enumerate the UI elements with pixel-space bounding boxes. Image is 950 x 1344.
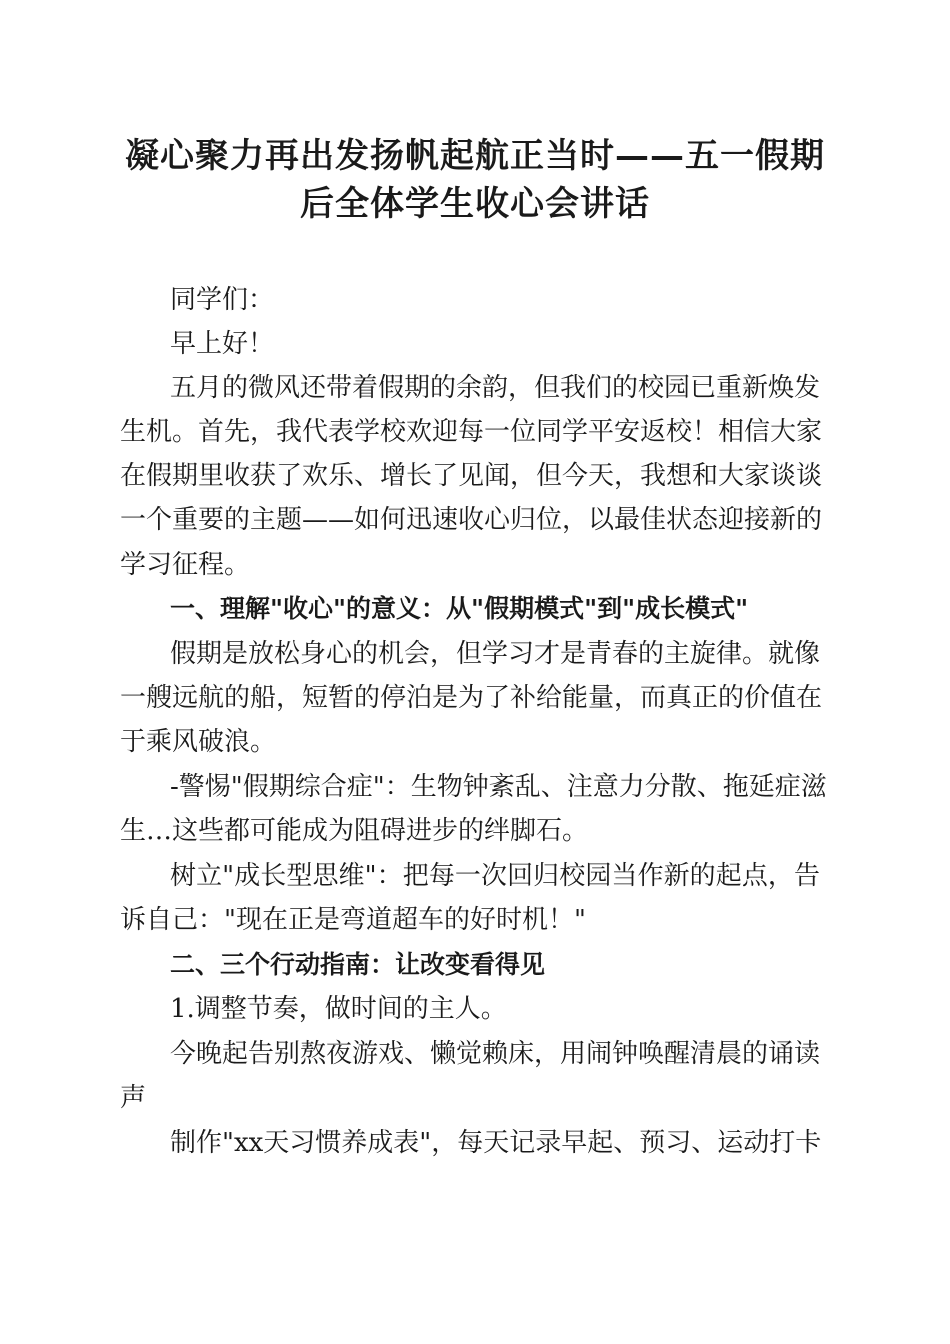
- section1-para1-line-1: 假期是放松身心的机会，但学习才是青春的主旋律。就像: [170, 639, 821, 669]
- greeting: 同学们：: [170, 285, 275, 315]
- intro-line-3: 在假期里收获了欢乐、增长了见闻，但今天，我想和大家谈谈: [120, 461, 823, 491]
- document-title-line2: 后全体学生收心会讲话: [300, 184, 650, 224]
- section2-heading: 二、三个行动指南：让改变看得见: [170, 950, 546, 979]
- intro-line-5: 学习征程。: [120, 550, 251, 580]
- intro-line-2: 生机。首先，我代表学校欢迎每一位同学平安返校！相信大家: [120, 417, 823, 447]
- item1-para2: 制作"xx天习惯养成表"，每天记录早起、预习、运动打卡: [170, 1128, 822, 1158]
- section1-para1-line-3: 于乘风破浪。: [120, 727, 277, 757]
- section1-para3-line-1: 树立"成长型思维"：把每一次回归校园当作新的起点，告: [170, 861, 820, 891]
- item1-para1-line-1: 今晚起告别熬夜游戏、懒觉赖床，用闹钟唤醒清晨的诵读: [170, 1039, 821, 1069]
- morning-greeting: 早上好！: [170, 329, 275, 359]
- section1-heading: 一、理解"收心"的意义：从"假期模式"到"成长模式": [170, 594, 749, 623]
- section1-para2-line-1: -警惕"假期综合症"：生物钟紊乱、注意力分散、拖延症滋: [170, 772, 827, 802]
- intro-line-4: 一个重要的主题——如何迅速收心归位，以最佳状态迎接新的: [120, 505, 823, 535]
- item1-title: 1.调整节奏，做时间的主人。: [170, 994, 507, 1024]
- section1-para2-line-2: 生…这些都可能成为阻碍进步的绊脚石。: [120, 816, 589, 846]
- intro-line-1: 五月的微风还带着假期的余韵，但我们的校园已重新焕发: [170, 373, 821, 403]
- section1-para3-line-2: 诉自己："现在正是弯道超车的好时机！": [120, 905, 586, 935]
- document-title-line1: 凝心聚力再出发扬帆起航正当时——五一假期: [125, 136, 825, 176]
- item1-para1-line-2: 声: [120, 1083, 147, 1113]
- section1-para1-line-2: 一艘远航的船，短暂的停泊是为了补给能量，而真正的价值在: [120, 683, 823, 713]
